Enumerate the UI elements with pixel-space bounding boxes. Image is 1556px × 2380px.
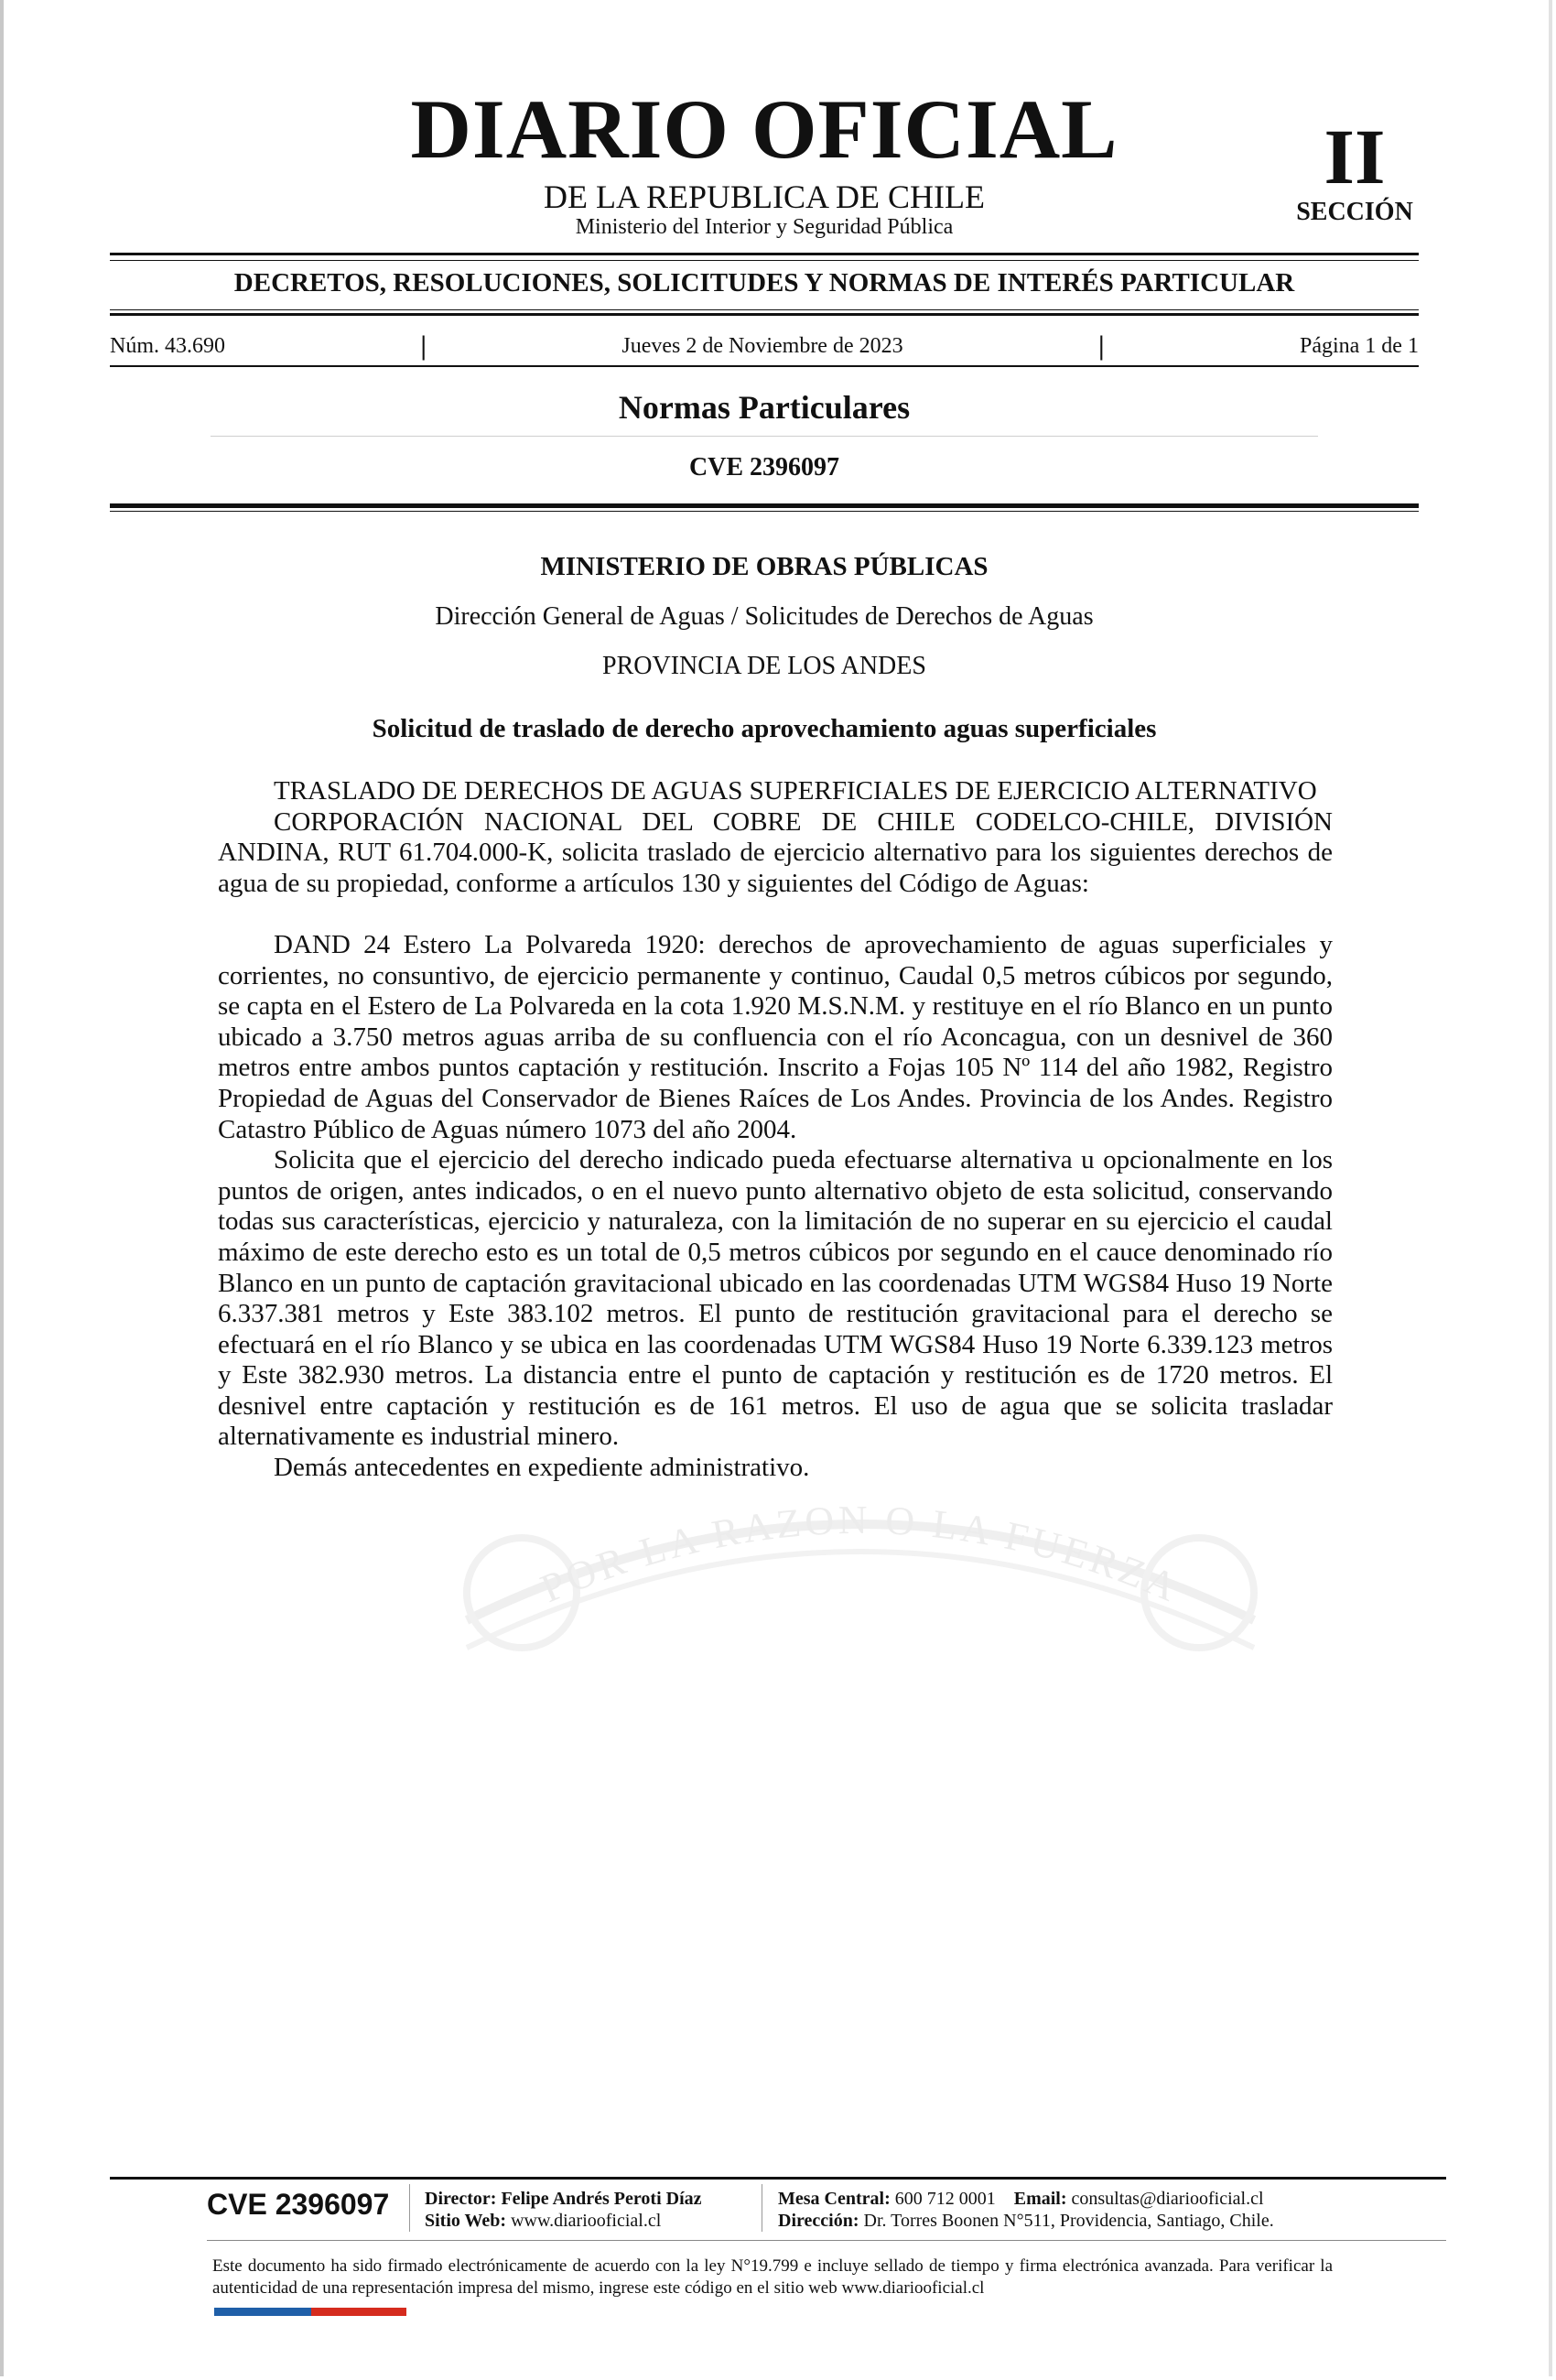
director-label: Director: — [425, 2189, 497, 2209]
address-value: Dr. Torres Boonen N°511, Providencia, Santiago, Chile. — [863, 2211, 1274, 2231]
document-direction: Dirección General de Aguas / Solicitudes de Derechos de Aguas — [435, 602, 1094, 631]
issue-info-row — [110, 332, 1419, 360]
document-province: PROVINCIA DE LOS ANDES — [602, 652, 926, 680]
footer-divider — [409, 2184, 410, 2232]
email-link[interactable]: consultas@diariooficial.cl — [1071, 2189, 1264, 2209]
body-paragraph: CORPORACIÓN NACIONAL DEL COBRE DE CHILE CODELCO-CHILE, DIVISIÓN ANDINA, RUT 61.704.000-K, solicita traslado de ejercicio alternativo para los siguientes derechos de agua de su propiedad, conforme a artículos 130 y siguientes del Código de Aguas: — [218, 806, 1333, 898]
issue-rule — [110, 365, 1419, 367]
issue-date: Jueves 2 de Noviembre de 2023 — [621, 334, 903, 358]
masthead-title: DIARIO OFICIAL — [410, 82, 1118, 176]
flag-stripe-red — [311, 2308, 406, 2316]
flag-stripe-blue — [214, 2308, 311, 2316]
masthead-rule-top — [110, 253, 1419, 255]
masthead-ministry: Ministerio del Interior y Seguridad Pública — [575, 215, 954, 239]
body-paragraph: TRASLADO DE DERECHOS DE AGUAS SUPERFICIALES DE EJERCICIO ALTERNATIVO — [274, 776, 1317, 806]
body-paragraph: DAND 24 Estero La Polvareda 1920: derechos de aprovechamiento de aguas superficiales y corrientes, no consuntivo, de ejercicio permanente y continuo, Caudal 0,5 metros cúbicos por segundo, se capta en el Estero de La Polvareda en la cota 1.920 M.S.N.M. y restituye en el río Blanco en un punto ubicado a 3.750 metros aguas arriba de su confluencia con el río Aconcagua, con un desnivel de 360 metros entre ambos puntos captación y restitución. Inscrito a Fojas 105 Nº 114 del año 1982, Registro Propiedad de Aguas del Conservador de Bienes Raíces de Los Andes. Provincia de los Andes. Registro Catastro Público de Aguas número 1073 del año 2004. — [218, 929, 1333, 1144]
website-label: Sitio Web: — [425, 2211, 507, 2231]
email-label: Email: — [1013, 2189, 1067, 2209]
footer-contact-block — [778, 2188, 1274, 2232]
header-double-rule — [110, 503, 1419, 508]
masthead-subtitle: DE LA REPUBLICA DE CHILE — [544, 178, 985, 215]
section-heading: Normas Particulares — [618, 389, 911, 426]
footer-director-block — [425, 2188, 702, 2232]
section-numeral: II — [1324, 113, 1386, 200]
watermark-motto: POR LA RAZON O LA FUERZA — [534, 1497, 1187, 1612]
category-rule-thin — [110, 309, 1419, 310]
footer-signature-note: Este documento ha sido firmado electrónicamente de acuerdo con la ley N°19.799 e incluye sellado de tiempo y firma electrónica avanzada. Para verificar la autenticidad de una representación impresa del mismo, ingrese este código en el sitio web www.diariooficial.cl — [212, 2256, 1333, 2298]
document-body — [218, 776, 1333, 1484]
body-paragraph: Demás antecedentes en expediente administrativo. — [274, 1453, 810, 1483]
category-banner: DECRETOS, RESOLUCIONES, SOLICITUDES Y NORMAS DE INTERÉS PARTICULAR — [233, 268, 1295, 298]
document-title: Solicitud de traslado de derecho aprovechamiento aguas superficiales — [372, 714, 1157, 743]
footer-rule — [110, 2177, 1446, 2180]
header-double-rule-thin — [110, 511, 1419, 512]
footer-rule-thin — [207, 2240, 1446, 2241]
website-link[interactable]: www.diariooficial.cl — [511, 2211, 662, 2231]
footer-cve-code: CVE 2396097 — [207, 2188, 390, 2221]
issue-number: Núm. 43.690 — [110, 334, 225, 358]
phone-label: Mesa Central: — [778, 2189, 891, 2209]
address-label: Dirección: — [778, 2211, 859, 2231]
phone-value: 600 712 0001 — [894, 2189, 996, 2209]
category-rule — [110, 313, 1419, 316]
section-label: SECCIÓN — [1296, 198, 1413, 226]
issue-separator: | — [420, 330, 427, 361]
cve-code: CVE 2396097 — [688, 453, 840, 481]
issue-separator: | — [1098, 330, 1105, 361]
masthead-rule-top-thin — [110, 260, 1419, 261]
issue-page: Página 1 de 1 — [1299, 334, 1419, 358]
director-name: Felipe Andrés Peroti Díaz — [501, 2189, 702, 2209]
body-paragraph: Solicita que el ejercicio del derecho indicado pueda efectuarse alternativa u opcionalmente en los puntos de origen, antes indicados, o en el nuevo punto alternativo objeto de esta solicitud, conservando todas sus características, ejercicio y naturaleza, con la limitación de no superar en su ejercicio el caudal máximo de este derecho esto es un total de 0,5 metros cúbicos por segundo en el cauce denominado río Blanco en un punto de captación gravitacional ubicado en las coordenadas UTM WGS84 Huso 19 Norte 6.337.381 metros y Este 383.102 metros. El punto de restitución gravitacional para el derecho se efectuará en el río Blanco y se ubica en las coordenadas UTM WGS84 Huso 19 Norte 6.339.123 metros y Este 382.930 metros. La distancia entre el punto de captación y restitución es de 1720 metros. El desnivel entre captación y restitución es de 161 metros. El uso de agua que se solicita trasladar alternativamente es industrial minero. — [218, 1145, 1333, 1452]
heading-divider — [211, 436, 1318, 437]
document-ministry: MINISTERIO DE OBRAS PÚBLICAS — [540, 552, 989, 581]
